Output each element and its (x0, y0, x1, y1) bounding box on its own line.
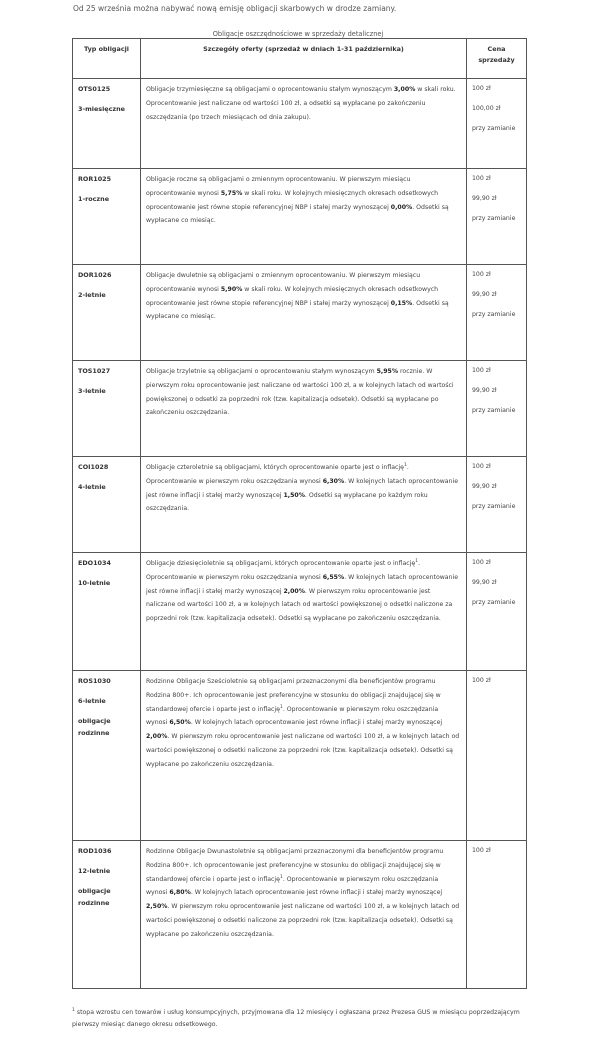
price-value: 100 zł (472, 175, 491, 182)
exchange-price-value: 99,90 zł (472, 195, 497, 202)
description-text: Rodzinne Obligacje Sześcioletnie są obligacjami przeznaczonymi dla beneficjentów programu Rodzina 800+. Ich oprocentowanie jest preferencyjne w stosunku do obligacji znajdującej się w standardowej ofercie i oparte jest o inflację (146, 678, 441, 713)
bond-duration: 10-letnie (78, 579, 111, 587)
table-row (73, 169, 527, 265)
exchange-price-value: 99,90 zł (472, 579, 497, 586)
bond-type-cell (73, 79, 141, 169)
bond-duration: 6-letnie (78, 697, 106, 705)
header-price: Cena sprzedaży (467, 39, 527, 79)
interest-rate: 6,50% (169, 719, 191, 727)
exchange-price-value: 99,90 zł (472, 483, 497, 490)
description-text: . W kolejnych latach oprocentowanie jest równe inflacji i stałej marży wynoszącej (190, 719, 443, 727)
description-text: Rodzinne Obligacje Dwunastoletnie są obligacjami przeznaczonymi dla beneficjentów programu Rodzina 800+. Ich oprocentowanie jest preferencyjne w stosunku do obligacji znajdującej się w standardowej ofercie i oparte jest o inflację (146, 848, 444, 883)
footnote-ref: 1 (415, 558, 419, 564)
description-text: . W pierwszym roku oprocentowanie jest naliczane od wartości 100 zł, a w kolejnych latach od wartości powiększonej o odsetki naliczone za poprzedni rok (tzw. kapitalizacja odsetek). Odsetki są wypłacane po zakończeniu oszczędzania. (146, 733, 460, 768)
description-text: Obligacje dwuletnie są obligacjami o zmiennym oprocentowaniu. W pierwszym miesiącu oprocentowanie wynosi (146, 272, 421, 293)
description-text: Obligacje trzymiesięczne są obligacjami o oprocentowaniu stałym wynoszącym (146, 86, 394, 93)
table-row (73, 265, 527, 361)
description-text: w skali roku. W kolejnych miesięcznych okresach odsetkowych oprocentowanie jest równe stopie referencyjnej NBP i stałej marży wynoszącej (146, 285, 439, 307)
bond-type-cell (73, 841, 141, 989)
interest-rate: 6,30% (322, 477, 345, 485)
price-value: 100 zł (472, 847, 491, 854)
footnote-ref: 1 (403, 462, 407, 468)
description-text: . Odsetki są wypłacane co miesiąc. (146, 203, 449, 225)
description-text: . W pierwszym roku oprocentowanie jest naliczane od wartości 100 zł, a w kolejnych latach od wartości powiększonej o odsetki naliczone za poprzedni rok (tzw. kapitalizacja odsetek). Odsetki są wypłacane po zakończeniu oszczędzania. (146, 587, 453, 623)
table-row (73, 553, 527, 671)
price-value: 100 zł (472, 367, 491, 374)
bond-price-cell (467, 841, 527, 989)
bond-family-label: obligacje rodzinne (78, 887, 111, 907)
exchange-note: przy zamianie (472, 215, 516, 222)
bond-type-cell (73, 457, 141, 553)
price-value: 100 zł (472, 271, 491, 278)
footnote-ref: 1 (279, 704, 283, 710)
bonds-table (72, 38, 527, 989)
header-details: Szczegóły oferty (sprzedaż w dniach 1-31 października) (141, 39, 467, 79)
description-text: Obligacje dziesięcioletnie są obligacjami, których oprocentowanie oparte jest o inflację (146, 560, 416, 567)
interest-rate: 2,00% (146, 733, 168, 741)
bond-description (141, 79, 467, 169)
bond-price-cell (467, 553, 527, 671)
bond-price-cell (467, 671, 527, 841)
price-value: 100 zł (472, 85, 491, 92)
bond-price-cell (467, 457, 527, 553)
interest-rate: 1,50% (283, 491, 305, 499)
bond-code: OTS0125 (78, 85, 111, 93)
price-value: 100 zł (472, 677, 491, 684)
header-type: Typ obligacji (73, 39, 141, 79)
bond-code: ROD1036 (78, 847, 112, 855)
bond-duration: 4-letnie (78, 483, 106, 491)
interest-rate: 2,00% (283, 587, 305, 595)
description-text: . W kolejnych latach oprocentowanie jest równe inflacji i stałej marży wynoszącej (146, 573, 459, 595)
description-text: w skali roku. Oprocentowanie jest naliczane od wartości 100 zł, a odsetki są wypłacane po zakończeniu oszczędzania (po trzech miesiącach od dnia zakupu). (146, 86, 456, 121)
bond-price-cell (467, 265, 527, 361)
bond-duration: 1-roczne (78, 195, 110, 203)
interest-rate: 0,00% (390, 203, 413, 211)
table-row (73, 671, 527, 841)
exchange-note: przy zamianie (472, 125, 516, 132)
description-text: . W kolejnych latach oprocentowanie jest równe inflacji i stałej marży wynoszącej (190, 889, 443, 897)
bond-family-label: obligacje rodzinne (78, 717, 111, 737)
description-text: . Odsetki są wypłacane po każdym roku oszczędzania. (146, 491, 428, 513)
table-row (73, 457, 527, 553)
interest-rate: 3,00% (393, 86, 416, 93)
interest-rate: 0,15% (390, 299, 413, 307)
interest-rate: 5,90% (220, 285, 243, 293)
description-text: . Oprocentowanie w pierwszym roku oszczędzania wynosi (146, 560, 421, 581)
price-value: 100 zł (472, 559, 491, 566)
description-text: w skali roku. W kolejnych miesięcznych okresach odsetkowych oprocentowanie jest równe stopie referencyjnej NBP i stałej marży wynoszącej (146, 189, 439, 211)
interest-rate: 5,75% (220, 189, 243, 197)
description-text: Obligacje roczne są obligacjami o zmiennym oprocentowaniu. W pierwszym miesiącu oprocentowanie wynosi (146, 176, 411, 197)
bond-price-cell (467, 79, 527, 169)
bond-description (141, 265, 467, 361)
bonds-table-body (73, 79, 527, 989)
bond-type-cell (73, 361, 141, 457)
bond-description (141, 457, 467, 553)
bond-code: TOS1027 (78, 367, 111, 375)
bond-price-cell (467, 361, 527, 457)
description-text: rocznie. W pierwszym roku oprocentowanie jest naliczane od wartości 100 zł, a w kolejnych latach od wartości powiększonej o odsetki za poprzedni rok (tzw. kapitalizacja odsetek). Odsetki są wypłacane po zakończeniu oszczędzania. (146, 368, 454, 417)
exchange-price-value: 99,90 zł (472, 291, 497, 298)
description-text: . Oprocentowanie w pierwszym roku oszczędzania wynosi (146, 464, 409, 485)
footnote-text: stopa wzrostu cen towarów i usług konsumpcyjnych, przyjmowana dla 12 miesięcy i ogłaszana przez Prezesa GUS w miesiącu poprzedzającym pierwszy miesiąc danego okresu odsetkowego. (72, 1009, 520, 1028)
exchange-price-value: 99,90 zł (472, 387, 497, 394)
bond-code: ROR1025 (78, 175, 112, 183)
footnote-mark: 1 (72, 1007, 75, 1013)
exchange-note: przy zamianie (472, 599, 516, 606)
bond-code: EDO1034 (78, 559, 111, 567)
bond-type-cell (73, 553, 141, 671)
exchange-note: przy zamianie (472, 311, 516, 318)
bond-duration: 2-letnie (78, 291, 106, 299)
table-row (73, 841, 527, 989)
bond-description (141, 841, 467, 989)
description-text: . W pierwszym roku oprocentowanie jest naliczane od wartości 100 zł, a w kolejnych latach od wartości powiększonej o odsetki naliczone za poprzedni rok (tzw. kapitalizacja odsetek). Odsetki są wypłacane po zakończeniu oszczędzania. (146, 903, 460, 938)
bond-type-cell (73, 265, 141, 361)
bond-description (141, 553, 467, 671)
exchange-price-value: 100,00 zł (472, 105, 501, 112)
table-row (73, 79, 527, 169)
description-text: . Oprocentowanie w pierwszym roku oszczędzania wynosi (146, 875, 439, 897)
bond-duration: 12-letnie (78, 867, 111, 875)
interest-rate: 5,95% (376, 368, 399, 375)
bond-code: ROS1030 (78, 677, 111, 685)
bond-type-cell (73, 169, 141, 265)
bond-description (141, 671, 467, 841)
description-text: . Odsetki są wypłacane co miesiąc. (146, 299, 449, 321)
bond-description (141, 361, 467, 457)
price-value: 100 zł (472, 463, 491, 470)
intro-text: Od 25 września można nabywać nową emisję obligacji skarbowych w drodze zamiany. (73, 4, 397, 13)
bond-description (141, 169, 467, 265)
description-text: Obligacje trzyletnie są obligacjami o oprocentowaniu stałym wynoszącym (146, 368, 377, 375)
bond-code: DOR1026 (78, 271, 112, 279)
bond-price-cell (467, 169, 527, 265)
description-text: Obligacje czteroletnie są obligacjami, których oprocentowanie oparte jest o inflację (146, 464, 404, 471)
bond-code: COI1028 (78, 463, 109, 471)
table-row (73, 361, 527, 457)
interest-rate: 6,80% (169, 889, 191, 897)
footnote-ref: 1 (279, 874, 283, 880)
bond-duration: 3-letnie (78, 387, 106, 395)
interest-rate: 6,55% (322, 573, 345, 581)
exchange-note: przy zamianie (472, 407, 516, 414)
interest-rate: 2,50% (146, 903, 168, 911)
table-caption: Obligacje oszczędnościowe w sprzedaży detalicznej (212, 30, 384, 38)
footnote (72, 1007, 528, 1031)
description-text: . Oprocentowanie w pierwszym roku oszczędzania wynosi (146, 705, 439, 727)
bond-duration: 3-miesięczne (78, 105, 126, 113)
description-text: . W kolejnych latach oprocentowanie jest równe inflacji i stałej marży wynoszącej (146, 477, 459, 499)
bond-type-cell (73, 671, 141, 841)
exchange-note: przy zamianie (472, 503, 516, 510)
table-header-row (73, 39, 527, 79)
